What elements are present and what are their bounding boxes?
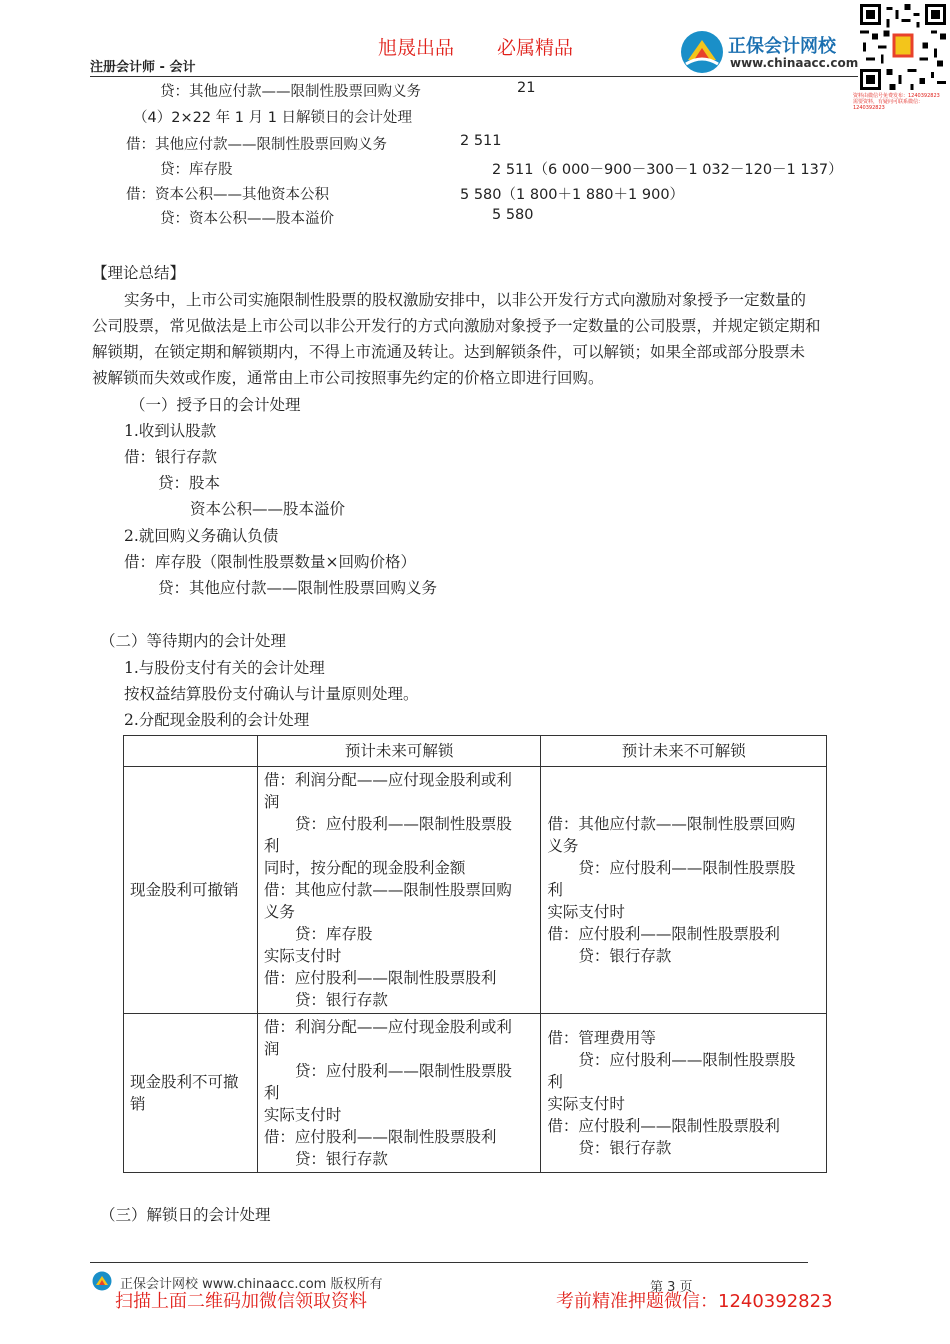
cell-line: 同时，按分配的现金股利金额 xyxy=(263,859,466,877)
theory-paragraph-line: 公司股票，常见做法是上市公司以非公开发行的方式向激励对象授予一定数量的公司股票，并规定锁定期和 xyxy=(92,317,821,335)
entry-line: 贷：其他应付款——限制性股票回购义务 xyxy=(160,84,421,100)
entry-line: 借：其他应付款——限制性股票回购义务 xyxy=(126,137,387,153)
dividend-table xyxy=(123,735,827,1173)
cell-line: 利 xyxy=(547,1073,563,1091)
wechat-contact: 考前精准押题微信：1240392823 xyxy=(556,1291,833,1312)
cell-line: 贷：应付股利——限制性股票股 xyxy=(263,1062,512,1080)
cell-line: 贷：应付股利——限制性股票股 xyxy=(547,859,796,877)
cell-line: 利 xyxy=(263,837,280,855)
course-title: 注册会计师 - 会计 xyxy=(90,60,196,75)
cell-line: 借：利润分配——应付现金股利或利 xyxy=(263,771,512,789)
section-line: 2.分配现金股利的会计处理 xyxy=(124,711,310,729)
qr-note xyxy=(853,93,949,111)
label-line: 现金股利不可撤 xyxy=(130,1073,239,1091)
section-line: 借：库存股（限制性股票数量×回购价格） xyxy=(124,553,416,571)
table-header-cell: 预计未来不可解锁 xyxy=(541,736,827,767)
entry-line: 贷：资本公积——股本溢价 xyxy=(160,211,334,227)
theory-paragraph-line: 被解锁而失效或作废，通常由上市公司按照事先约定的价格立即进行回购。 xyxy=(92,369,604,387)
cell-line: 借：应付股利——限制性股票股利 xyxy=(547,1117,780,1135)
cell-line: 义务 xyxy=(547,837,579,855)
section-line: 按权益结算股份支付确认与计量原则处理。 xyxy=(124,685,419,703)
section-line: 借：银行存款 xyxy=(124,448,218,466)
cell-line: 借：其他应付款——限制性股票回购 xyxy=(263,881,512,899)
section-line: 2.就回购义务确认负债 xyxy=(124,527,279,545)
table-header-row xyxy=(124,736,827,767)
cell-line: 借：应付股利——限制性股票股利 xyxy=(263,969,497,987)
entry-amount: 2 511 xyxy=(460,133,502,149)
header-divider xyxy=(90,76,858,77)
qr-code-icon xyxy=(860,4,946,90)
table-cell xyxy=(257,1014,541,1173)
cell-line: 义务 xyxy=(263,903,295,921)
entry-heading: （4）2×22 年 1 月 1 日解锁日的会计处理 xyxy=(133,110,413,126)
cell-line: 实际支付时 xyxy=(263,1106,342,1124)
table-cell xyxy=(541,1014,827,1173)
entry-amount: 5 580（1 800＋1 880＋1 900） xyxy=(460,187,685,203)
chinaacc-logo xyxy=(680,30,860,74)
cell-line: 实际支付时 xyxy=(263,947,342,965)
section-line: 1.收到认股款 xyxy=(124,422,217,440)
footer-logo-icon xyxy=(92,1271,112,1291)
scan-qr-text: 扫描上面二维码加微信领取资料 xyxy=(115,1291,367,1312)
section-line: 贷：股本 xyxy=(158,474,221,492)
cell-line: 借：管理费用等 xyxy=(547,1029,656,1047)
qr-note-line: 需要资料，有疑问可联系微信：1240392823 xyxy=(853,99,924,111)
cell-line: 贷：银行存款 xyxy=(547,947,672,965)
cell-line: 贷：应付股利——限制性股票股 xyxy=(547,1051,796,1069)
entry-line: 借：资本公积——其他资本公积 xyxy=(126,187,329,203)
entry-amount: 2 511（6 000－900－300－1 032－120－1 137） xyxy=(492,162,843,178)
table-cell xyxy=(541,767,827,1014)
row-label: 现金股利可撤销 xyxy=(124,767,258,1014)
footer-divider xyxy=(90,1262,808,1263)
section-title: （一）授予日的会计处理 xyxy=(130,396,301,414)
section-title: （二）等待期内的会计处理 xyxy=(100,632,287,650)
cell-line: 利 xyxy=(263,1084,280,1102)
entry-amount: 5 580 xyxy=(492,207,534,223)
cell-line: 借：应付股利——限制性股票股利 xyxy=(547,925,780,943)
logo-name: 正保会计网校 xyxy=(728,36,836,57)
page-number: 第 3 页 xyxy=(650,1280,693,1295)
cell-line: 润 xyxy=(263,1040,280,1058)
cell-line: 借：利润分配——应付现金股利或利 xyxy=(263,1018,512,1036)
table-header-cell: 预计未来可解锁 xyxy=(257,736,541,767)
cell-line: 借：应付股利——限制性股票股利 xyxy=(263,1128,497,1146)
entry-line: 贷：库存股 xyxy=(160,162,233,178)
section-title: （三）解锁日的会计处理 xyxy=(100,1206,271,1224)
table-header-cell xyxy=(124,736,258,767)
cell-line: 借：其他应付款——限制性股票回购 xyxy=(547,815,796,833)
cell-line: 贷：银行存款 xyxy=(263,991,388,1009)
cell-line: 利 xyxy=(547,881,563,899)
logo-emblem-icon xyxy=(680,30,724,74)
cell-line: 润 xyxy=(263,793,280,811)
cell-line: 实际支付时 xyxy=(547,1095,625,1113)
cell-line: 贷：库存股 xyxy=(263,925,373,943)
logo-url: www.chinaacc.com xyxy=(730,56,859,70)
row-label xyxy=(124,1014,258,1173)
footer-copyright: 正保会计网校 www.chinaacc.com 版权所有 xyxy=(120,1277,383,1292)
slogan-left: 旭晟出品 xyxy=(378,37,455,59)
theory-paragraph-line: 实务中，上市公司实施限制性股票的股权激励安排中，以非公开发行方式向激励对象授予一定数量的 xyxy=(124,291,807,309)
section-line: 1.与股份支付有关的会计处理 xyxy=(124,659,325,677)
qr-note-line: 资料由微信号免费发布：1240392823 xyxy=(853,93,940,99)
label-line: 销 xyxy=(130,1095,146,1113)
theory-paragraph-line: 解锁期，在锁定期和解锁期内，不得上市流通及转让。达到解锁条件，可以解锁；如果全部或部分股票未 xyxy=(92,343,806,361)
theory-heading: 【理论总结】 xyxy=(92,264,186,282)
section-line: 资本公积——股本溢价 xyxy=(190,500,346,518)
cell-line: 贷：银行存款 xyxy=(547,1139,672,1157)
table-cell xyxy=(257,767,541,1014)
slogan-right: 必属精品 xyxy=(497,37,574,59)
cell-line: 贷：应付股利——限制性股票股 xyxy=(263,815,512,833)
table-row xyxy=(124,1014,827,1173)
table-row xyxy=(124,767,827,1014)
section-line: 贷：其他应付款——限制性股票回购义务 xyxy=(158,579,438,597)
cell-line: 实际支付时 xyxy=(547,903,625,921)
entry-amount: 21 xyxy=(517,80,536,96)
cell-line: 贷：银行存款 xyxy=(263,1150,388,1168)
